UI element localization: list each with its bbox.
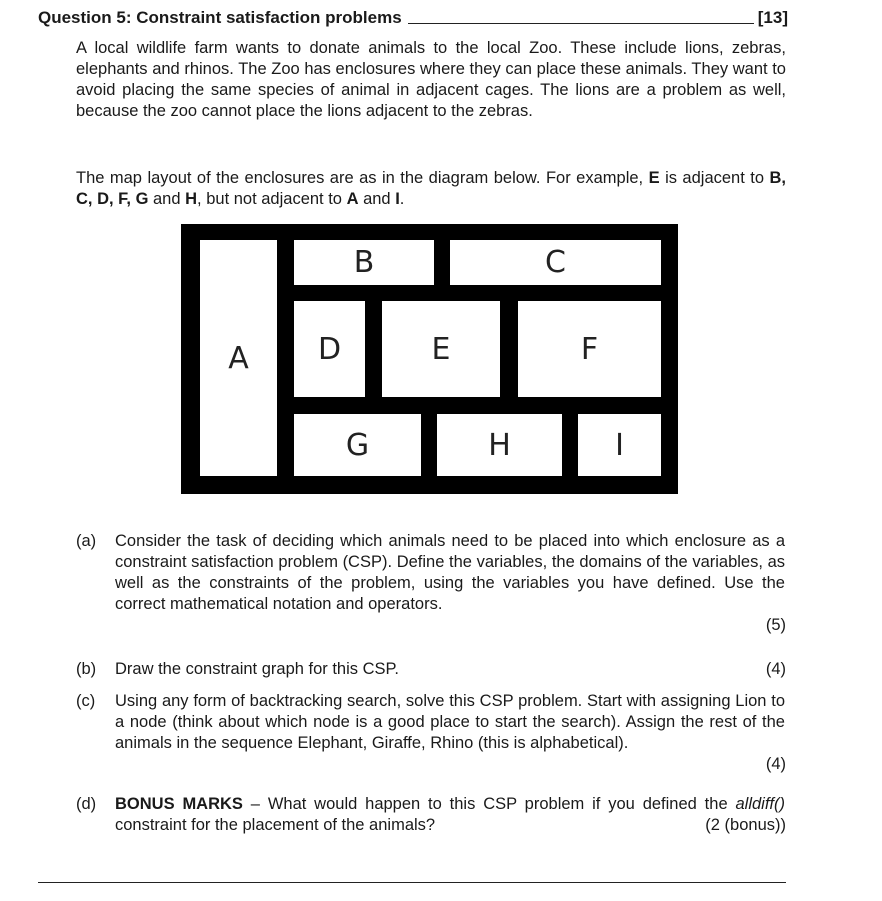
question-header — [38, 6, 788, 28]
part-text — [115, 794, 785, 836]
enclosure-a: A — [200, 240, 277, 476]
enclosure-i: I — [578, 414, 661, 476]
enclosure-c: C — [450, 240, 661, 285]
part-text: Consider the task of deciding which animals need to be placed into which enclosure as a constraint satisfaction problem (CSP). Define the variables, the domains of the variables, as well as the constraints of the problem, using the variables you have defined. Use the correct mathematical notation and operators. — [115, 532, 785, 613]
enclosure-h: H — [437, 414, 562, 476]
enclosure-d: D — [294, 301, 365, 397]
enclosure-map — [181, 224, 678, 494]
text: H — [185, 190, 198, 208]
part-label: (d) — [76, 795, 97, 813]
enclosure-f: F — [518, 301, 661, 397]
part-marks: (5) — [765, 616, 786, 634]
part-marks: (4) — [765, 660, 786, 678]
part-text: Draw the constraint graph for this CSP. — [115, 660, 399, 678]
text: . — [399, 190, 405, 208]
text: I — [395, 190, 400, 208]
part-marks: (2 (bonus)) — [705, 816, 786, 834]
enclosure-b: B — [294, 240, 434, 285]
alldiff-term: alldiff() — [735, 795, 785, 813]
text: constraint for the placement of the animals? — [115, 816, 436, 834]
text: – What would happen to this CSP problem if you defined the — [242, 795, 736, 813]
text: and — [148, 190, 186, 208]
map-description — [76, 168, 786, 210]
footer-rule — [38, 882, 786, 883]
enclosure-e: E — [382, 301, 500, 397]
text: B, C, D, F, G — [76, 169, 786, 208]
part-text: Using any form of backtracking search, solve this CSP problem. Start with assigning Lion to a node (think about which node is a good place to start the search). Assign the rest of the animals in the sequence Elephant, Giraffe, Rhino (this is alphabetical). — [115, 692, 785, 752]
enclosure-g: G — [294, 414, 421, 476]
part-label: (c) — [76, 692, 96, 710]
part-label: (b) — [76, 660, 97, 678]
text: A — [346, 190, 359, 208]
intro-paragraph: A local wildlife farm wants to donate animals to the local Zoo. These include lions, zebras, elephants and rhinos. The Zoo has enclosures where they can place these animals. They want to avoid placing the same species of animal in adjacent cages. The lions are a problem as well, because the zoo cannot place the lions adjacent to the zebras. — [76, 39, 786, 120]
question-marks: [13] — [757, 8, 788, 27]
question-title: Question 5: Constraint satisfaction problems — [38, 8, 402, 27]
text: The map layout of the enclosures are as in the diagram below. For example, — [76, 169, 649, 187]
bonus-label: BONUS MARKS — [115, 795, 243, 813]
header-rule — [408, 23, 754, 24]
text: and — [358, 190, 396, 208]
text: , but not adjacent to — [197, 190, 347, 208]
text: E — [648, 169, 660, 187]
text: is adjacent to — [659, 169, 770, 187]
part-label: (a) — [76, 532, 97, 550]
part-marks: (4) — [765, 755, 786, 773]
